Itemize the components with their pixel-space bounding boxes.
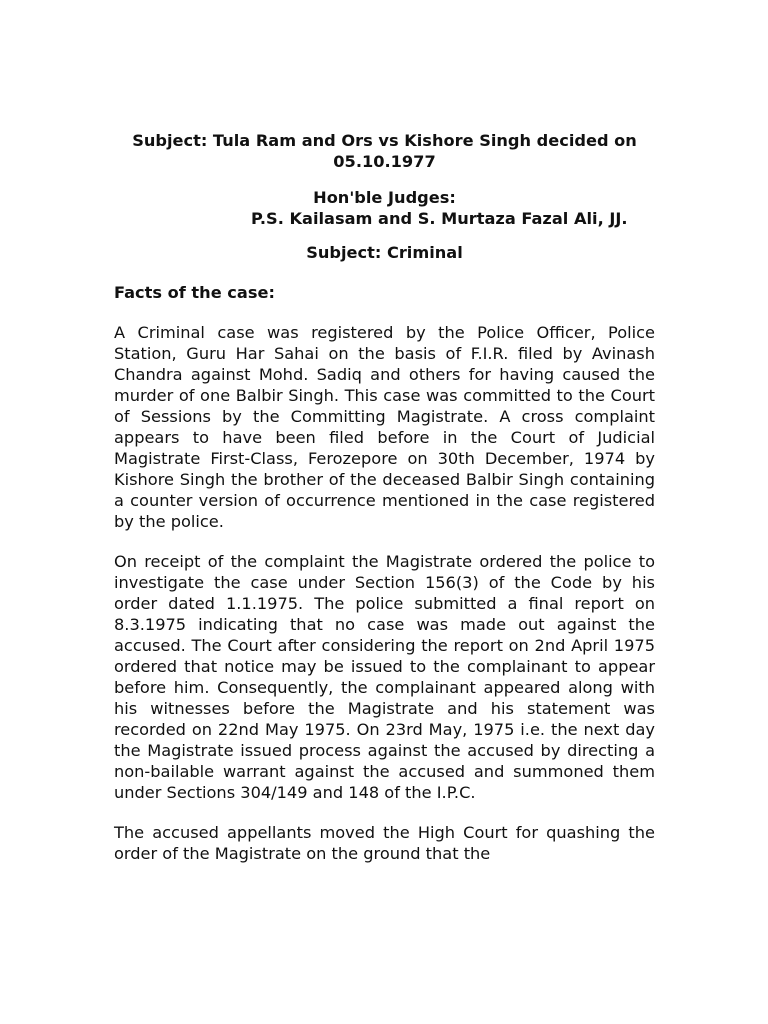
subject-line: Subject: Criminal — [306, 243, 463, 262]
paragraph-1: A Criminal case was registered by the Police Officer, Police Station, Guru Har Sahai on the basis of F.I.R. filed by Avinash Chandra against Mohd. Sadiq and others for having caused the murder of one Balbir Singh. This case was committed to the Court of Sessions by the Committing Magistrate. A cross complaint appears to have been filed before in the Court of Judicial Magistrate First-Class, Ferozepore on 30th December, 1974 by Kishore Singh the brother of the deceased Balbir Singh containing a counter version of occurrence mentioned in the case registered by the police. — [114, 323, 655, 531]
facts-heading: Facts of the case: — [114, 283, 275, 302]
document-page — [114, 130, 655, 864]
paragraph-2: On receipt of the complaint the Magistrate ordered the police to investigate the case under Section 156(3) of the Code by his order dated 1.1.1975. The police submitted a final report on 8.3.1975 indicating that no case was made out against the accused. The Court after considering the report on 2nd April 1975 ordered that notice may be issued to the complainant to appear before him. Consequently, the complainant appeared along with his witnesses before the Magistrate and his statement was recorded on 22nd May 1975. On 23rd May, 1975 i.e. the next day the Magistrate issued process against the accused by directing a non-bailable warrant against the accused and summoned them under Sections 304/149 and 148 of the I.P.C. — [114, 552, 655, 802]
document-title: Subject: Tula Ram and Ors vs Kishore Singh decided on 05.10.1977 — [132, 131, 637, 171]
paragraph-3: The accused appellants moved the High Court for quashing the order of the Magistrate on the ground that the — [114, 823, 655, 863]
judges-names: P.S. Kailasam and S. Murtaza Fazal Ali, JJ. — [251, 209, 628, 228]
judges-heading: Hon'ble Judges: — [313, 188, 456, 207]
